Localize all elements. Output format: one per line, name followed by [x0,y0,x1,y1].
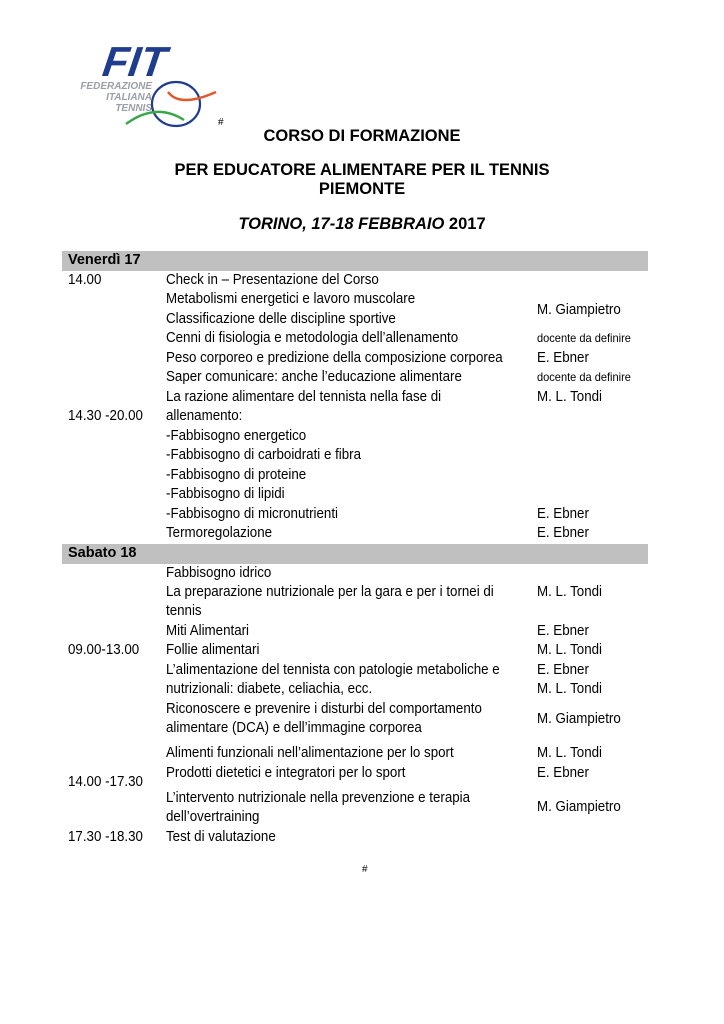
topic-line: -Fabbisogno di proteine [166,467,307,483]
topic-line: alimentare (DCA) e dell’immagine corporea [166,720,422,736]
fit-logo [68,42,220,128]
course-title: CORSO DI FORMAZIONE [263,127,461,145]
time-slot: 14.00 -17.30 [68,774,143,790]
topic-line: L’intervento nutrizionale nella prevenzione e terapia [166,790,471,806]
topic-line: Cenni di fisiologia e metodologia dell’allenamento [166,330,459,346]
time-slot: 14.30 -20.00 [68,408,143,424]
teacher-name: M. Giampietro [537,799,621,815]
topic-line: Saper comunicare: anche l’educazione alimentare [166,369,462,385]
topic-line: La preparazione nutrizionale per la gara e per i tornei di [166,584,494,600]
topic-line: tennis [166,603,202,619]
page-mark-top: # [218,117,224,128]
topic-line: -Fabbisogno di carboidrati e fibra [166,447,362,463]
teacher-name: E. Ebner [537,662,589,678]
course-subtitle-line2: PIEMONTE [318,180,406,198]
topic-line: Alimenti funzionali nell’alimentazione per lo sport [166,745,454,761]
location-year: 2017 [448,215,486,233]
teacher-name: E. Ebner [537,765,589,781]
topic-line: Prodotti dietetici e integratori per lo sport [166,765,406,781]
teacher-name: M. L. Tondi [537,745,603,761]
logo-line1: FEDERAZIONE [80,81,152,92]
teacher-name: docente da definire [537,331,631,345]
teacher-name: E. Ebner [537,350,589,366]
topic-line: Metabolismi energetici e lavoro muscolare [166,291,416,307]
day-label: Venerdì 17 [68,252,141,268]
topic-line: Check in – Presentazione del Corso [166,272,379,288]
time-slot: 09.00-13.00 [68,642,140,658]
teacher-name: E. Ebner [537,525,589,541]
topic-line: Termoregolazione [166,525,273,541]
teacher-name: M. Giampietro [537,302,621,318]
teacher-name: M. L. Tondi [537,642,603,658]
topic-line: Test di valutazione [166,829,276,845]
topic-line: La razione alimentare del tennista nella fase di [166,389,442,405]
teacher-name: M. L. Tondi [537,389,603,405]
teacher-name: E. Ebner [537,623,589,639]
topic-line: Miti Alimentari [166,623,250,639]
day-header-friday [62,251,648,271]
page-mark-bottom: # [362,864,368,875]
topic-line: nutrizionali: diabete, celiachia, ecc. [166,681,373,697]
teacher-name: M. Giampietro [537,711,621,727]
course-subtitle-line1: PER EDUCATORE ALIMENTARE PER IL TENNIS [174,161,550,179]
tennis-ball-outline-icon [152,82,200,126]
topic-line: Follie alimentari [166,642,260,658]
teacher-name: M. L. Tondi [537,681,603,697]
tennis-ball-red-stripe-icon [168,92,216,100]
time-slot: 14.00 [68,272,102,288]
fit-logo-graphic [68,42,220,128]
location-date-italic: TORINO, 17-18 FEBBRAIO [238,215,445,233]
topic-line: -Fabbisogno energetico [166,428,307,444]
logo-line2: ITALIANA [106,92,152,103]
time-slot: 17.30 -18.30 [68,829,143,845]
course-location-date [0,215,724,234]
topic-line: -Fabbisogno di micronutrienti [166,506,339,522]
day-header-saturday [62,544,648,564]
day-label: Sabato 18 [68,545,137,561]
topic-line: Riconoscere e prevenire i disturbi del comportamento [166,701,482,717]
topic-line: allenamento: [166,408,243,424]
topic-line: -Fabbisogno di lipidi [166,486,285,502]
topic-line: L’alimentazione del tennista con patologie metaboliche e [166,662,500,678]
teacher-name: docente da definire [537,370,631,384]
teacher-name: E. Ebner [537,506,589,522]
topic-line: Peso corporeo e predizione della composizione corporea [166,350,503,366]
topic-line: dell’overtraining [166,809,260,825]
teacher-name: M. L. Tondi [537,584,603,600]
topic-line: Fabbisogno idrico [166,565,272,581]
logo-line3: TENNIS [115,103,152,114]
topic-line: Classificazione delle discipline sportive [166,311,396,327]
logo-acronym: FIT [99,42,170,85]
